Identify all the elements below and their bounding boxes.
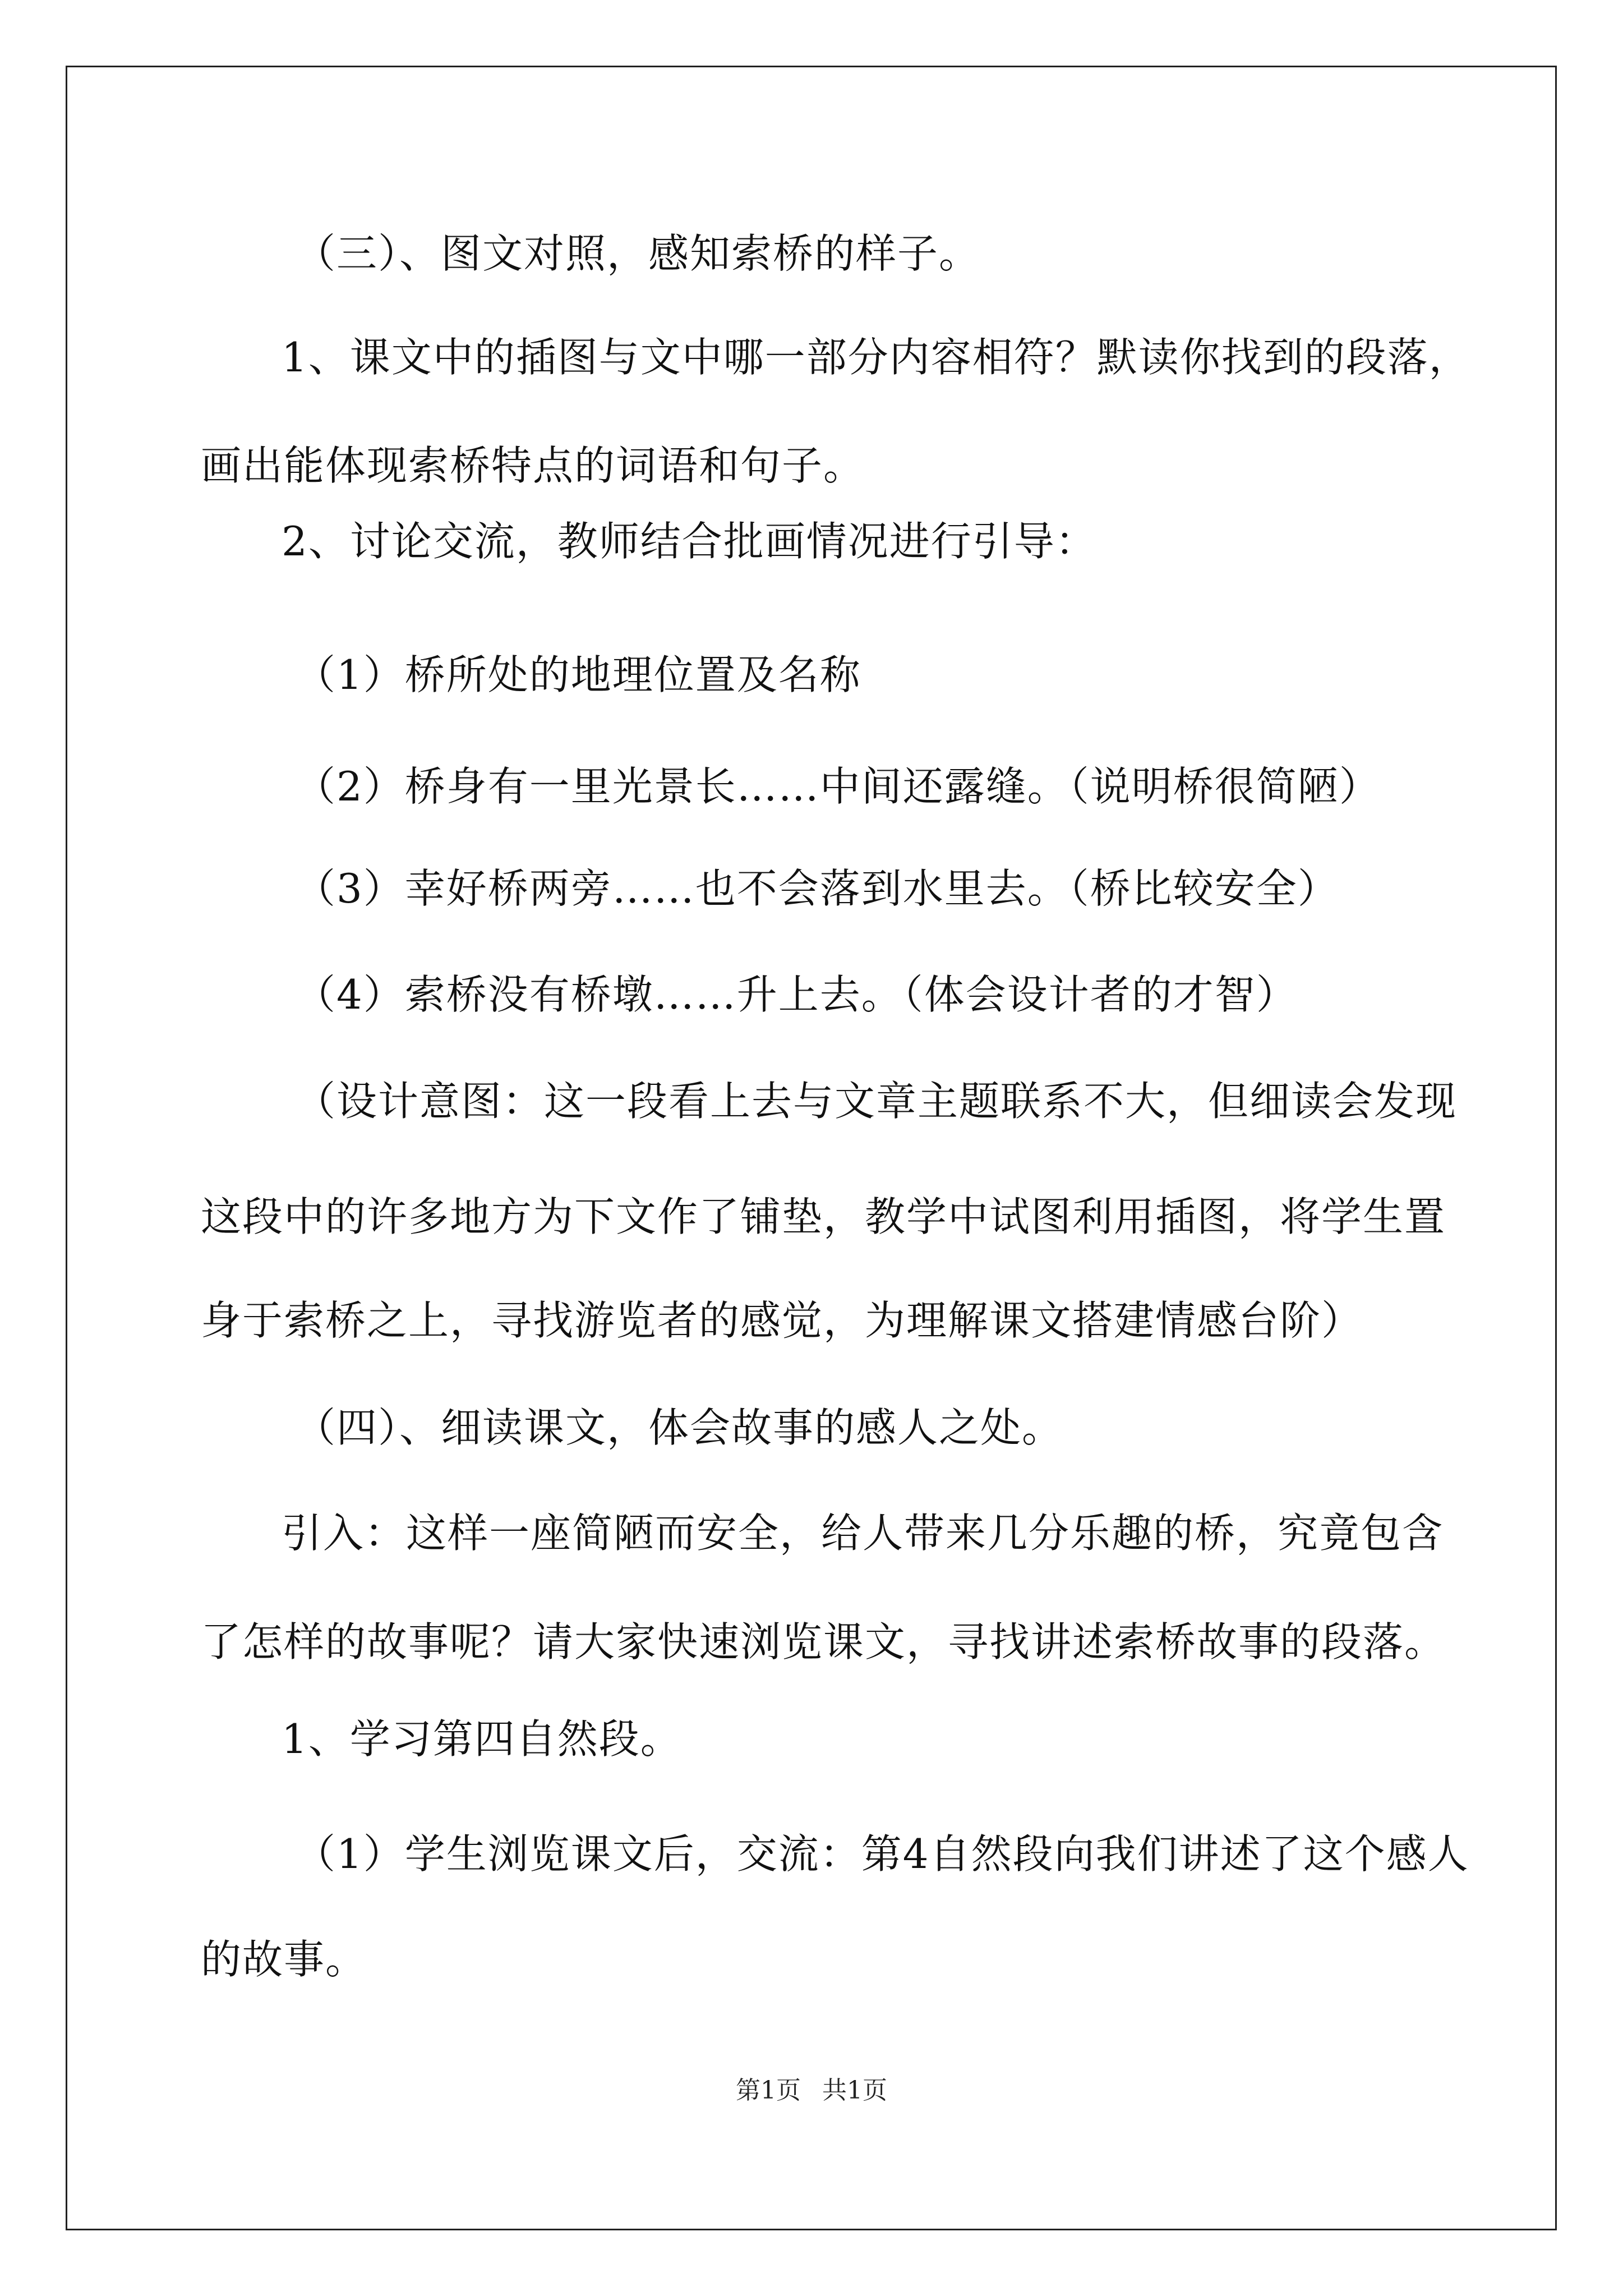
list-item: （4）索桥没有桥墩……升上去。（体会设计者的才智）: [295, 971, 1298, 1018]
paragraph-line: 这段中的许多地方为下文作了铺垫，教学中试图利用插图，将学生置: [201, 1193, 1446, 1240]
paragraph-line: 2、讨论交流，教师结合批画情况进行引导：: [282, 518, 1097, 565]
paragraph-line: 1、课文中的插图与文中哪一部分内容相符？默读你找到的段落，: [282, 334, 1470, 381]
page-border: [66, 66, 1557, 2230]
paragraph-line: 引入：这样一座简陋而安全，给人带来几分乐趣的桥，究竟包含: [282, 1510, 1444, 1557]
list-item: （3）幸好桥两旁……也不会落到水里去。（桥比较安全）: [295, 865, 1339, 912]
paragraph-line: 的故事。: [201, 1936, 367, 1983]
paragraph-line: 了怎样的故事呢？请大家快速浏览课文，寻找讲述索桥故事的段落。: [201, 1618, 1446, 1665]
paragraph-line: 身于索桥之上，寻找游览者的感觉，为理解课文搭建情感台阶）: [201, 1297, 1363, 1344]
section-heading-3: （三）、图文对照，感知索桥的样子。: [295, 230, 981, 277]
page-number: 第1页: [736, 2076, 801, 2105]
paragraph-line: 画出能体现索桥特点的词语和句子。: [201, 442, 865, 489]
section-heading-4: （四）、细读课文，体会故事的感人之处。: [295, 1404, 1064, 1451]
list-item: （1）学生浏览课文后，交流：第4自然段向我们讲述了这个感人: [295, 1830, 1469, 1878]
paragraph-line: （设计意图：这一段看上去与文章主题联系不大，但细读会发现: [295, 1078, 1458, 1125]
list-item: （2）桥身有一里光景长……中间还露缝。（说明桥很简陋）: [295, 763, 1381, 810]
page-footer: [0, 2074, 1623, 2108]
list-item: （1）桥所处的地理位置及名称: [295, 651, 861, 698]
paragraph-line: 1、学习第四自然段。: [282, 1715, 682, 1763]
page-total: 共1页: [822, 2076, 887, 2105]
